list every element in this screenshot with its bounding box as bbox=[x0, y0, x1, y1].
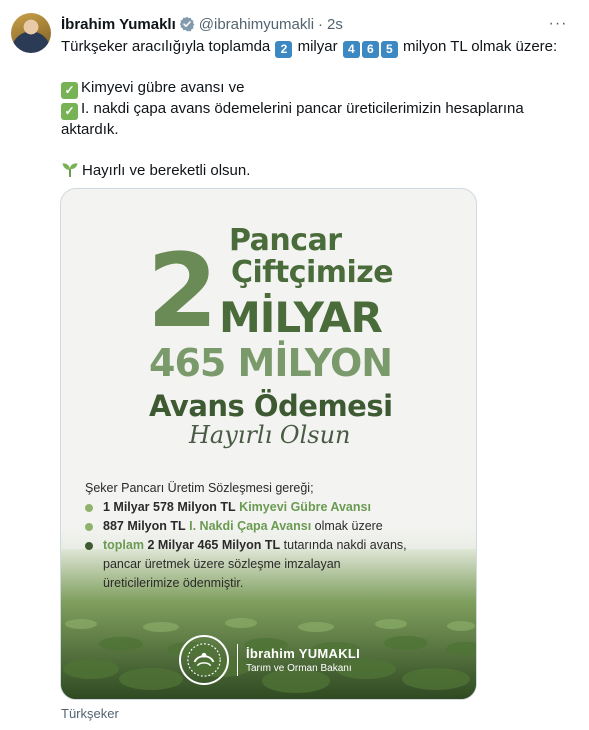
tweet-text bbox=[61, 37, 561, 181]
details-intro bbox=[85, 479, 465, 498]
keycap-5-icon: 5 bbox=[381, 41, 398, 58]
detail-continuation bbox=[85, 574, 465, 593]
intro-text: Şeker Pancarı Üretim Sözleşmesi gereği; bbox=[85, 481, 314, 495]
bullet-icon bbox=[85, 523, 93, 531]
tweet-image[interactable] bbox=[60, 188, 477, 700]
keycap-4-icon: 4 bbox=[343, 41, 360, 58]
signature-divider bbox=[237, 644, 238, 676]
b3-amount: 2 Milyar 465 Milyon TL bbox=[147, 538, 281, 552]
author-name[interactable]: İbrahim Yumaklı bbox=[61, 15, 176, 33]
ministry-emblem-icon bbox=[179, 635, 229, 685]
handwritten-blessing: Hayırlı Olsun bbox=[189, 421, 351, 449]
cont1-text: pancar üretmek üzere sözleşme imzalayan bbox=[103, 557, 341, 571]
headline-pancar: Pancar bbox=[229, 223, 342, 258]
b2-tail: olmak üzere bbox=[314, 519, 383, 533]
line1-mid: milyar bbox=[297, 38, 338, 55]
seedling-icon bbox=[61, 160, 79, 178]
closing-text: Hayırlı ve bereketli olsun. bbox=[82, 162, 251, 179]
b3-tail: tutarında nakdi avans, bbox=[283, 538, 407, 552]
minister-block bbox=[246, 646, 360, 674]
b1-label: Kimyevi Gübre Avansı bbox=[239, 500, 371, 514]
minister-title: Tarım ve Orman Bakanı bbox=[246, 663, 352, 674]
ministry-signature bbox=[179, 635, 360, 685]
detail-continuation bbox=[85, 555, 465, 574]
verified-badge-icon bbox=[179, 16, 195, 32]
headline-big-number: 2 bbox=[147, 232, 216, 351]
line1-pre: Türkşeker aracılığıyla toplamda bbox=[61, 38, 271, 55]
headline-ciftcimize: Çiftçimize bbox=[231, 255, 394, 290]
b2-label: I. Nakdi Çapa Avansı bbox=[189, 519, 312, 533]
separator-dot: · bbox=[318, 15, 324, 33]
line1-post: milyon TL olmak üzere: bbox=[402, 38, 558, 55]
tweet-item-1 bbox=[61, 78, 561, 99]
headline-milyon: 465 MİLYON bbox=[149, 341, 393, 385]
source-label[interactable]: Türkşeker bbox=[61, 706, 119, 721]
detail-row bbox=[85, 498, 465, 517]
keycap-2-icon: 2 bbox=[275, 41, 292, 58]
timestamp[interactable]: 2s bbox=[327, 15, 343, 33]
bullet-icon bbox=[85, 504, 93, 512]
detail-row bbox=[85, 517, 465, 536]
more-options-icon[interactable]: ··· bbox=[548, 15, 568, 32]
item1-text: Kimyevi gübre avansı ve bbox=[81, 79, 245, 96]
headline-avans: Avans Ödemesi bbox=[149, 389, 393, 423]
item2-text: I. nakdi çapa avans ödemelerini pancar üreticilerimizin hesaplarına aktardık. bbox=[61, 100, 524, 138]
author-handle[interactable]: @ibrahimyumakli bbox=[198, 15, 315, 33]
tweet-header bbox=[61, 13, 569, 35]
tweet-closing bbox=[61, 160, 561, 181]
b3-label: toplam bbox=[103, 538, 144, 552]
check-mark-icon: ✓ bbox=[61, 82, 78, 99]
payment-details bbox=[85, 479, 465, 593]
b2-amount: 887 Milyon TL bbox=[103, 519, 186, 533]
check-mark-icon: ✓ bbox=[61, 103, 78, 120]
cont2-text: üreticilerimize ödenmiştir. bbox=[103, 576, 244, 590]
keycap-6-icon: 6 bbox=[362, 41, 379, 58]
minister-name: İbrahim YUMAKLI bbox=[246, 646, 361, 661]
tweet-line-1 bbox=[61, 37, 561, 58]
bullet-icon bbox=[85, 542, 93, 550]
headline-milyar: MİLYAR bbox=[219, 293, 382, 342]
detail-row bbox=[85, 536, 465, 555]
avatar[interactable] bbox=[11, 13, 51, 53]
b1-amount: 1 Milyar 578 Milyon TL bbox=[103, 500, 236, 514]
tweet-item-2 bbox=[61, 99, 561, 140]
